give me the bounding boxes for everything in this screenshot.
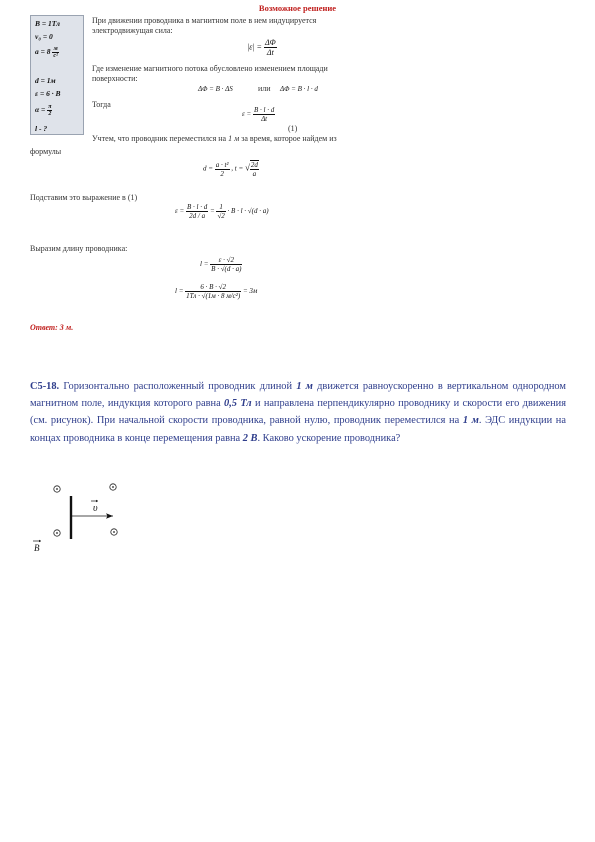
equation-substitution: [175, 203, 269, 220]
equation-length-left: l =: [200, 260, 209, 269]
problem-distance: 1 м: [462, 415, 479, 427]
solution-text-8: Подставим это выражение в (1): [30, 193, 138, 202]
equation-time-rfrac: [250, 160, 259, 178]
equation-numeric-frac: [185, 283, 241, 300]
equation-flux-or: или: [258, 84, 271, 93]
solution-heading: Возможное решение: [258, 3, 337, 13]
problem-induction: 0,5 Тл: [224, 398, 252, 410]
equation-time-frac: [215, 161, 230, 178]
equation-time-den: 2: [220, 169, 224, 178]
equation-numeric-result: = 3м: [242, 287, 258, 296]
equation-emf-den: Δt: [266, 48, 274, 57]
equation-length-num: ε · √2: [210, 256, 242, 265]
problem-part-4: . ЭДС индукции на концах проводника в конце перемещения равна: [30, 415, 566, 444]
problem-part-5: . Каково ускорение проводника?: [257, 432, 401, 444]
equation-time-left: d =: [203, 164, 213, 173]
equation-time-num: a · t²: [215, 160, 229, 169]
equation-substitution-tail: · B · l · √(d · a): [227, 207, 269, 216]
solution-text-1: При движении проводника в магнитном поле в нем индуцируется: [92, 16, 317, 25]
equation-1-den: Δt: [261, 115, 268, 123]
solution-text-5: Тогда: [92, 100, 111, 109]
velocity-label: [91, 500, 98, 514]
equation-1-mark: (1): [288, 124, 298, 133]
equation-emf-left: |ε| =: [247, 42, 262, 52]
solution-text-6: [92, 134, 337, 143]
solution-text-6-a: Учтем, что проводник переместился на: [92, 134, 227, 143]
equation-length-frac: [210, 256, 242, 273]
given-a-unit: [52, 46, 58, 59]
solution-text-6-b: за время, которое найдем из: [241, 134, 337, 143]
velocity-arrow: [72, 513, 113, 518]
field-dot-bottom-left: [54, 530, 60, 536]
problem-part-1: Горизонтально расположенный проводник длиной: [59, 381, 297, 392]
field-label-text: B: [34, 543, 40, 553]
equation-1-num: B · l · d: [253, 106, 275, 114]
field-dot-top-right: [110, 484, 116, 490]
equation-emf-num: ΔΦ: [264, 38, 276, 47]
equation-time-sqrt: √: [244, 162, 250, 173]
given-box: [30, 15, 84, 135]
equation-substitution-den2: √2: [217, 212, 225, 220]
solution-text-3: Где изменение магнитного потока обусловлено изменением площади: [92, 64, 328, 73]
equation-1-left: ε =: [242, 110, 252, 119]
field-label: [33, 540, 41, 553]
equation-time-mid: , t =: [231, 164, 244, 173]
equation-numeric-left: l =: [175, 287, 184, 296]
equation-substitution-den: 2d / a: [189, 212, 206, 220]
field-dot-top-left: [54, 486, 60, 492]
equation-flux-a: ΔΦ = B · ΔS: [198, 85, 233, 93]
solution-text-9: Выразим длину проводника:: [30, 244, 128, 253]
equation-1-frac: [253, 106, 275, 123]
problem-emf: 2 В: [242, 432, 258, 444]
conductor-figure: [0, 470, 595, 570]
given-alpha-left: α =: [35, 105, 46, 115]
problem-part-3: и направлена перпендикулярно проводнику и скорости его движения (см. рисунок). При начальной скорости проводника, равной нулю, проводник переместился на: [30, 398, 566, 427]
problem-part-2: движется равноускоренно в вертикальном однородном магнитном поле, индукция которого равна: [30, 381, 566, 410]
equation-flux-b: ΔΦ = B · l · d: [280, 85, 318, 93]
equation-time-rnum: 2d: [250, 161, 258, 169]
answer: Ответ: 3 м.: [30, 323, 74, 332]
solution-text-2: электродвижущая сила:: [92, 26, 173, 35]
equation-substitution-frac2: [216, 203, 225, 220]
equation-length: [200, 256, 242, 273]
given-v0: v₀ = 0: [35, 32, 53, 41]
problem-length: 1 м: [296, 381, 313, 392]
given-alpha-frac: [47, 104, 52, 117]
equation-1: [242, 106, 275, 123]
solution-text-7: формулы: [30, 147, 62, 156]
field-dot-bottom-right: [111, 529, 117, 535]
solution-text-6-val: 1 м: [228, 134, 240, 143]
equation-substitution-num: B · l · d: [186, 203, 208, 211]
given-alpha-bottom: 2: [48, 111, 52, 117]
solution-text-4: поверхности:: [92, 74, 138, 83]
problem-statement: [30, 378, 566, 447]
given-e: ε = 6 · B: [35, 89, 61, 98]
equation-emf: [247, 38, 277, 57]
equation-numeric-den: 1Тл · √(1м · 8 м/c²): [186, 292, 241, 300]
equation-substitution-frac: [186, 203, 208, 220]
equation-time-rden: a: [252, 170, 257, 178]
problem-label: С5-18.: [30, 381, 60, 392]
given-b: B = 1Тл: [35, 19, 60, 28]
given-alpha-top: π: [48, 104, 52, 110]
given-a-unit-top: м: [53, 46, 58, 52]
given-unknown: l - ?: [35, 124, 48, 133]
given-a: [35, 46, 59, 59]
given-alpha: [35, 104, 52, 117]
given-d: d = 1м: [35, 76, 56, 85]
equation-numeric-num: 6 · B · √2: [185, 283, 241, 292]
given-a-unit-bottom: c²: [53, 53, 58, 59]
equation-substitution-eq: =: [209, 207, 215, 216]
equation-time: [203, 160, 259, 178]
equation-substitution-left: ε =: [175, 207, 185, 216]
equation-substitution-num2: 1: [216, 203, 225, 212]
velocity-label-text: υ: [93, 503, 98, 514]
equation-length-den: B · √(d · a): [211, 265, 242, 273]
given-a-left: a = 8: [35, 47, 51, 57]
equation-numeric: [175, 283, 257, 300]
equation-emf-frac: [264, 38, 277, 57]
